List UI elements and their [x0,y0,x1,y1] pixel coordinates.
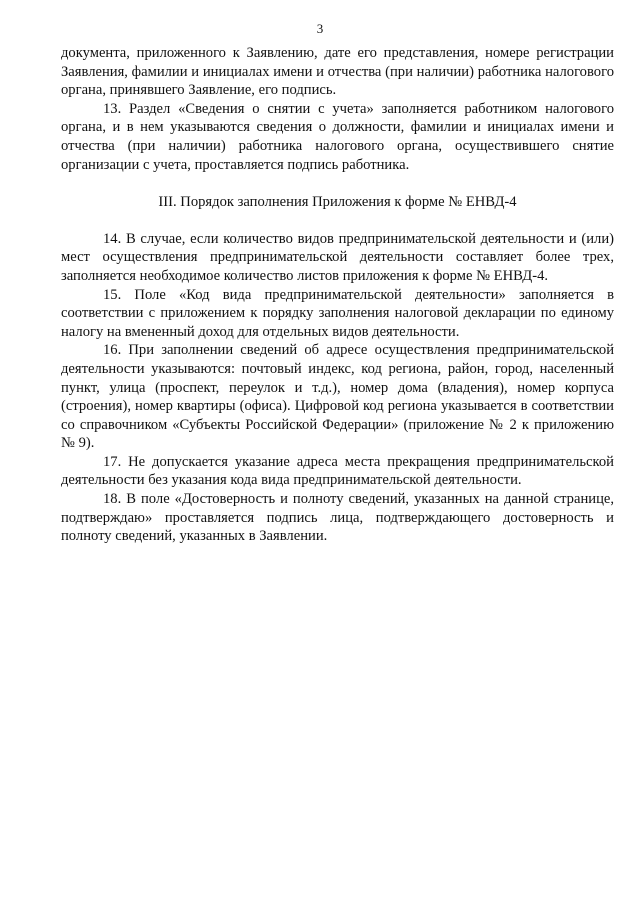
section-heading: III. Порядок заполнения Приложения к форме № ЕНВД-4 [158,194,517,211]
paragraph-continuation: документа, приложенного к Заявлению, дате его представления, номере регистрации Заявления, фамилии и инициалах имени и отчества (при наличии) работника налогового органа, принявшего Заявление, его подпись. [61,45,614,99]
paragraph-16: 16. При заполнении сведений об адресе осуществления предпринимательской деятельности указываются: почтовый индекс, код региона, район, город, населенный пункт, улица (проспект, переулок и т.д.), номер дома (владения), номер корпуса (строения), номер квартиры (офиса). Цифровой код региона указывается в соответствии со справочником «Субъекты Российской Федерации» (приложение № 2 к приложению № 9). [61,342,614,452]
page-number: 3 [316,21,324,36]
paragraph-18: 18. В поле «Достоверность и полноту сведений, указанных на данной странице, подтверждаю» проставляется подпись лица, подтверждающего достоверность и полноту сведений, указанных в Заявлении. [61,491,614,545]
paragraph-13: 13. Раздел «Сведения о снятии с учета» заполняется работником налогового органа, и в нем указываются сведения о должности, фамилии и инициалах имени и отчества (при наличии) работника налогового органа, осуществившего снятие организации с учета, проставляется подпись работника. [61,100,614,173]
paragraph-14: 14. В случае, если количество видов предпринимательской деятельности и (или) мест осуществления предпринимательской деятельности составляет более трех, заполняется необходимое количество листов приложения к форме № ЕНВД-4. [61,230,614,284]
paragraph-17: 17. Не допускается указание адреса места прекращения предпринимательской деятельности без указания кода вида предпринимательской деятельности. [61,453,614,489]
paragraph-15: 15. Поле «Код вида предпринимательской деятельности» заполняется в соответствии с приложением к порядку заполнения налоговой декларации по единому налогу на вмененный доход для отдельных видов деятельности. [61,286,614,340]
document-body [61,44,614,546]
